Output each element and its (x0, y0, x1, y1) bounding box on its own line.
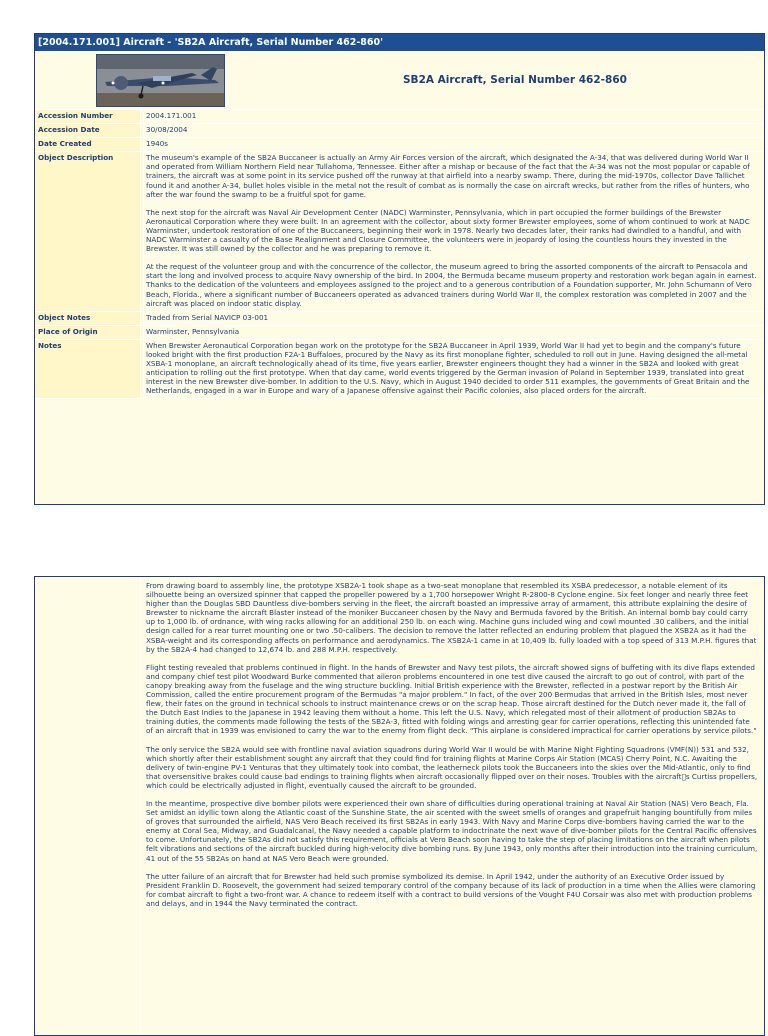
field-paragraph: Traded from Serial NAVICP 03-001 (146, 312, 269, 322)
field-value (140, 312, 764, 325)
field-label: Date Created (35, 138, 140, 151)
field-row-accession-number (35, 110, 764, 124)
field-paragraph: The next stop for the aircraft was Naval Air Development Center (NADC) Warminster, Pennsylvania, which in part occupied the former buildings of the Brewster Aeronautical Corporation where they were built. In an agreement with the collector, about sixty former Brewster employees, some of whom continued to work at NADC Warminster, undertook restoration of one of the Buccaneers, beginning their work in 1978. Nearly two decades later, their ranks had dwindled to a handful, and with NADC Warminster a casualty of the Base Realignment and Closure Committee, the volunteers were in jeopardy of losing the countless hours they invested in the Brewster. It was still owned by the collector and he was preparing to remove it. (146, 207, 750, 254)
field-value (140, 326, 764, 339)
notes-continued (140, 577, 764, 1035)
empty-label-cell (35, 577, 140, 1035)
field-row-place-of-origin (35, 326, 764, 340)
notes-paragraph: The only service the SB2A would see with frontline naval aviation squadrons during World War II would be with Marine Night Fighting Squadrons (VMF(N)) 531 and 532, which shortly after their establishment sought any aircraft that they could find for training flights at Marine Corps Air Station (MCAS) Cherry Point, N.C. Awaiting the delivery of twin-engine PV-1 Venturas that they ultimately took into combat, the leatherneck pilots took the Buccaneers into the skies over the Mid-Atlantic, only to find that oversensitive brakes could cause bad endings to training flights when aircraft occasionally flipped over on their noses. Troubles with the aircraft s Curtiss propellers, which could be electrically adjusted in flight, eventually caused the aircraft to be grounded. (146, 744, 758, 790)
field-label: Accession Date (35, 124, 140, 137)
field-paragraph: Warminster, Pennsylvania (146, 326, 240, 336)
field-value (140, 152, 764, 310)
field-value (140, 138, 764, 151)
field-paragraph: At the request of the volunteer group and with the concurrence of the collector, the museum agreed to bring the assorted components of the aircraft to Pensacola and start the long and involved process to acquire Navy ownership of the bird. In 2004, the Bermuda became museum property and restoration work began again in earnest. Thanks to the dedication of the volunteers and employees assigned to the project and to a generous contribution of a Foundation supporter, Mr. John Schumann of Vero Beach, Florida., where a significant number of Buccaneers operated as advanced trainers during World War II, the complex restoration was completed in 2007 and the aircraft was placed on indoor static display. (146, 262, 757, 308)
field-value (140, 340, 764, 399)
notes-paragraph: Flight testing revealed that problems continued in flight. In the hands of Brewster and Navy test pilots, the aircraft showed signs of buffeting with its dive flaps extended and company chief test pilot Woodward Burke commented that aileron problems encountered in one test dive caused the aircraft to go out of control, with part of the canopy breaking away from the fuselage and the wing structure buckling. Initial British experience with the Brewster, reflected in a postwar report by the British Air Commission, called the entire procurement program of the Bermudas "a major problem." In fact, of the over 200 Bermudas that arrived in the British Isles, most never flew, their fates on the ground in technical schools to instruct maintenance crews or on the scrap heap. Those aircraft destined for the Dutch never made it, the fall of the Dutch East Indies to the Japanese in 1942 leaving them without a home. This left the U.S. Navy, which relegated most of their allotment of production SB2As to training duties, the comments made following the tests of the SB2A-3, fitted with folding wings and arresting gear for carrier operations, reflecting this unintended fate of an aircraft that in 1939 was envisioned to carry the war to the enemy from flight deck. "This airplane is considered impractical for carrier operations by service pilots." (146, 662, 757, 736)
aircraft-thumbnail[interactable] (96, 54, 225, 107)
field-label: Place of Origin (35, 326, 140, 339)
image-row (35, 51, 764, 110)
record-title: [2004.171.001] Aircraft - 'SB2A Aircraft, Serial Number 462-860' (35, 34, 764, 51)
record-heading: SB2A Aircraft, Serial Number 462-860 (403, 74, 627, 86)
field-value (140, 110, 764, 123)
field-row-accession-date (35, 124, 764, 138)
notes-paragraph: The utter failure of an aircraft that for Brewster had held such promise symbolized its demise. In April 1942, under the authority of an Executive Order issued by President Franklin D. Roosevelt, the government had seized temporary control of the company because of its lack of production in a time when the Allies were clamoring for combat aircraft to fight a two-front war. A chance to redeem itself with a contract to build versions of the Vought F4U Corsair was also met with production problems and delays, and in 1944 the Navy terminated the contract. (146, 871, 756, 908)
field-table (35, 110, 764, 399)
field-row-notes (35, 340, 764, 400)
field-row-date-created (35, 138, 764, 152)
field-paragraph: When Brewster Aeronautical Corporation began work on the prototype for the SB2A Buccaneer in April 1939, World War II had yet to begin and the company's future looked bright with the first production F2A-1 Buffaloes, procured by the Navy as its first monoplane fighter, scheduled to roll out in June. Having designed the all-metal XSBA-1 monoplane, an aircraft technologically ahead of its time, five years earlier, Brewster engineers thought they had a winner in the SB2A and looked with great anticipation to rolling out the first prototype. When that day came, world events triggered by the German invasion of Poland in September 1939, translated into great interest in the new Brewster dive-bomber. In addition to the U.S. Navy, which in August 1940 decided to order 511 examples, the governments of Great Britain and the Netherlands, engaged in a war in Europe and wary of a Japanese offensive against their Pacific colonies, also placed orders for the aircraft. (146, 340, 750, 396)
field-label: Object Notes (35, 312, 140, 325)
field-label: Notes (35, 340, 140, 399)
field-row-object-notes (35, 312, 764, 326)
notes-paragraph: In the meantime, prospective dive bomber pilots were experienced their own share of difficulties during operational training at Naval Air Station (NAS) Vero Beach, Fla. Set amidst an idyllic town along the Atlantic coast of the Sunshine State, the air scented with the sweet smells of oranges and grapefruit hanging bountifully from miles of groves that surrounded the airfield, NAS Vero Beach received its first SB2As in early 1943. With Navy and Marine Corps dive-bombers having carried the war to the enemy at Coral Sea, Midway, and Guadalcanal, the Navy needed a capable platform to indoctrinate the next wave of dive-bomber pilots for the Central Pacific offensives to come. Unfortunately, the SB2As did not satisfy this requirement, officials at Vero Beach soon having to take the step of placing limitations on the aircraft when pilots felt vibrations and sections of the aircraft buckled during high-velocity dive bombing runs. By June 1943, only months after their introduction into the training curriculum, 41 out of the 55 SB2As on hand at NAS Vero Beach were grounded. (146, 798, 758, 863)
field-paragraph: 2004.171.001 (146, 111, 197, 120)
field-paragraph: The museum's example of the SB2A Buccaneer is actually an Army Air Forces version of the aircraft, which designated the A-34, that was delivered during World War II and operated from William Northern Field near Tullahoma, Tennessee. Either after a mishap or because of the fact that the A-34 was not the most popular or capable of trainers, the aircraft was at some point in its service pushed off the runway at that airfield into a nearby swamp. There, during the mid-1970s, collector Dave Tallichet found it and another A-34, bullet holes visible in the metal not the result of combat as is normally the case on aircraft wrecks, but rather from the rifles of hunters, who after the war found the swamp to be a fruitful spot for game. (146, 153, 750, 199)
record-panel (34, 33, 765, 505)
notes-paragraph: From drawing board to assembly line, the prototype XSB2A-1 took shape as a two-seat monoplane that resembled its XSBA predecessor, a notable element of its silhouette being an oversized spinner that capped the propeller powered by a 1,700 horsepower Wright R-2800-8 Cyclone engine. Six feet longer and nearly three feet higher than the Douglas SBD Dauntless dive-bombers serving in the fleet, the aircraft boasted an impressive array of armament, this attribute explaining the desire of Brewster to nickname the aircraft Blaster instead of the moniker Buccaneer chosen by the Navy and Bermuda favored by the British. An internal bomb bay could carry up to 1,000 lb. of ordnance, with wing racks allowing for an additional 250 lb. on each wing. Machine guns included wing and cowl mounted .30 calibers, and the initial design called for a rear turret mounting one or two .50-calibers. The decision to remove the latter reflected an enduring problem that plagued the XSB2A as it had the XSBA-weight and its corresponding affects on performance and aerodynamics. The XSB2A-1 came in at 10,409 lb. fully loaded with a top speed of 313 M.P.H. figures that by the SB2A-4 had changed to 12,674 lb. and 288 M.P.H. respectively. (146, 581, 757, 654)
field-row-object-description (35, 152, 764, 311)
field-label: Object Description (35, 152, 140, 310)
field-label: Accession Number (35, 110, 140, 123)
field-paragraph: 30/08/2004 (146, 125, 188, 135)
continued-panel (34, 576, 765, 1036)
field-value (140, 124, 764, 137)
field-paragraph: 1940s (146, 139, 169, 149)
